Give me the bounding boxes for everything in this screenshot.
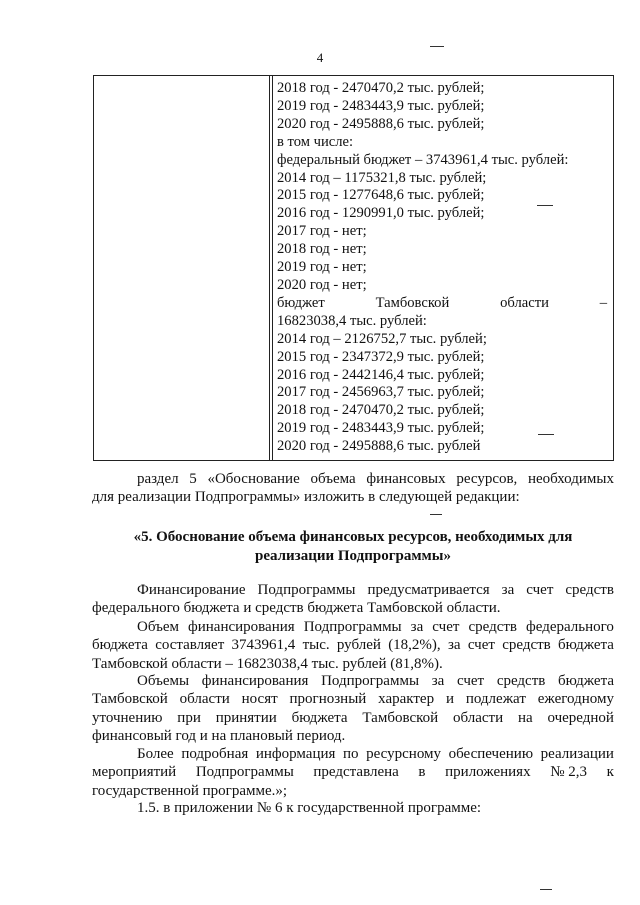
word: за	[501, 582, 515, 598]
word: носят	[241, 691, 278, 708]
p3-line-3	[92, 709, 614, 727]
table-line: 2014 год – 2126752,7 тыс. рублей;	[277, 330, 487, 347]
intro-line-1	[92, 470, 614, 488]
intro-line-2: для реализации Подпрограммы» изложить в следующей редакции:	[92, 489, 520, 506]
word: 3743961,4	[231, 637, 296, 654]
word: и	[445, 691, 454, 708]
word: финансирования	[201, 673, 309, 689]
p2-line-3: Тамбовской области – 16823038,4 тыс. рублей (81,8%).	[92, 655, 443, 672]
word: ежегодному	[537, 691, 614, 708]
word: счет	[457, 673, 485, 689]
word: Подпрограммы	[321, 673, 420, 689]
table-line: 2015 год - 1277648,6 тыс. рублей;	[277, 187, 485, 204]
table-line: 2020 год - 2495888,6 тыс. рублей;	[277, 115, 485, 132]
word: подлежат	[465, 691, 526, 708]
word: Тамбовской	[362, 709, 439, 726]
word: Тамбовской	[92, 691, 168, 708]
word: ресурсному	[366, 746, 442, 762]
word: области	[179, 691, 230, 708]
word: уточнению	[92, 709, 163, 726]
p4-line-1	[92, 745, 614, 763]
table-line: 2017 год - 2456963,7 тыс. рублей;	[277, 384, 485, 401]
word: области	[452, 709, 504, 726]
word: при	[177, 709, 201, 726]
paragraph-3	[92, 672, 614, 745]
word: принятии	[215, 709, 277, 726]
word: финансирования	[188, 619, 295, 635]
section-heading	[92, 528, 614, 565]
table-divider-inner	[272, 76, 273, 460]
word: средств	[565, 582, 614, 598]
word: Подпрограммы	[303, 619, 402, 635]
table-lines-bottom	[277, 313, 607, 456]
word: бюджета	[558, 673, 614, 689]
scan-mark	[430, 514, 442, 515]
word: характер	[378, 691, 435, 708]
financing-table	[93, 75, 614, 461]
word: приложениях	[445, 764, 531, 781]
word: на	[517, 709, 533, 726]
table-line: 2020 год - нет;	[277, 276, 367, 293]
table-line: 2019 год - 2483443,9 тыс. рублей;	[277, 420, 485, 437]
paragraph-2	[92, 618, 614, 673]
scan-mark	[537, 205, 553, 206]
word: финансовых	[366, 471, 446, 487]
scan-mark	[538, 434, 554, 435]
word: к	[606, 764, 614, 781]
table-line: 2016 год - 1290991,0 тыс. рублей;	[277, 205, 485, 222]
word: «Обоснование	[207, 471, 300, 487]
word: области	[500, 294, 549, 311]
word: счет	[432, 619, 460, 635]
word: предусматривается	[367, 582, 490, 598]
heading-line-1: «5. Обоснование объема финансовых ресурсов, необходимых для	[133, 529, 573, 545]
word: Объемы	[137, 673, 190, 689]
word: подробная	[181, 746, 249, 762]
table-line: 2017 год - нет;	[277, 223, 367, 240]
word: рублей	[336, 637, 381, 654]
p2-line-2	[92, 636, 614, 654]
word: очередной	[547, 709, 614, 726]
table-line: 2014 год – 1175321,8 тыс. рублей;	[277, 169, 487, 186]
word: за	[431, 673, 445, 689]
table-line: 16823038,4 тыс. рублей:	[277, 312, 427, 329]
p3-line-4: финансовый год и на плановый период.	[92, 727, 346, 744]
word: 5	[189, 471, 197, 487]
word: федерального	[526, 619, 614, 635]
p3-line-1	[92, 672, 614, 690]
table-line: в том числе:	[277, 133, 354, 150]
word: за	[447, 637, 461, 654]
p3-line-2	[92, 690, 614, 708]
word: Тамбовской	[375, 294, 450, 311]
table-line: 2019 год - нет;	[277, 259, 367, 276]
word: Подпрограммы	[195, 764, 294, 781]
word: необходимых	[528, 471, 614, 487]
word: счет	[526, 582, 554, 598]
word: бюджет	[277, 294, 325, 311]
table-line: 2018 год - нет;	[277, 241, 367, 258]
word: бюджета	[291, 709, 348, 726]
word: раздел	[137, 471, 179, 487]
page-number: 4	[316, 50, 324, 65]
table-right-cell	[277, 80, 607, 456]
word: реализации	[540, 746, 614, 762]
paragraph-4	[92, 745, 614, 800]
table-line: 2019 год - 2483443,9 тыс. рублей;	[277, 97, 485, 114]
word: Объем	[137, 619, 179, 635]
table-line: 2018 год - 2470470,2 тыс. рублей;	[277, 80, 485, 96]
word: в	[418, 764, 426, 781]
p2-line-1	[92, 618, 614, 636]
word: по	[343, 746, 359, 762]
table-line: 2020 год - 2495888,6 тыс. рублей	[277, 438, 481, 455]
table-lines-top	[277, 80, 607, 295]
word: тыс.	[302, 637, 330, 654]
table-line: федеральный бюджет – 3743961,4 тыс. рублей:	[277, 151, 569, 168]
heading-line-2: реализации Подпрограммы»	[254, 547, 451, 564]
word: бюджета	[92, 637, 148, 654]
word: мероприятий	[92, 764, 177, 781]
intro-paragraph	[92, 470, 614, 507]
paragraph-1	[92, 581, 614, 618]
scan-mark	[430, 46, 444, 47]
word: счет	[467, 637, 495, 654]
paragraph-5	[92, 799, 614, 817]
regional-budget-line	[277, 295, 607, 313]
word: средств	[502, 637, 551, 654]
word: бюджета	[558, 637, 614, 654]
word: средств	[468, 619, 517, 635]
word: № 2,3	[550, 764, 588, 781]
word: Подпрограммы	[257, 582, 356, 598]
table-divider	[269, 76, 270, 460]
p4-line-2	[92, 763, 614, 781]
word: объема	[310, 471, 356, 487]
word: прогнозный	[289, 691, 367, 708]
table-line: 2018 год - 2470470,2 тыс. рублей;	[277, 402, 485, 419]
word: средств	[496, 673, 546, 689]
word: Финансирование	[137, 582, 246, 598]
p1-line-1	[92, 581, 614, 599]
p4-line-3: государственной программе.»;	[92, 782, 288, 799]
word: обеспечению	[448, 746, 534, 762]
word: Более	[137, 746, 174, 762]
table-line: 2016 год - 2442146,4 тыс. рублей;	[277, 366, 485, 383]
p1-line-2: федерального бюджета и средств бюджета Тамбовской области.	[92, 600, 501, 617]
p5-line-1: 1.5. в приложении № 6 к государственной программе:	[137, 800, 482, 816]
word: представлена	[313, 764, 399, 781]
word: составляет	[155, 637, 225, 654]
word: –	[599, 294, 607, 311]
word: (18,2%),	[388, 637, 441, 654]
word: ресурсов,	[456, 471, 518, 487]
scan-mark	[540, 889, 552, 890]
word: за	[410, 619, 424, 635]
table-line: 2015 год - 2347372,9 тыс. рублей;	[277, 348, 485, 365]
word: информация	[255, 746, 336, 762]
